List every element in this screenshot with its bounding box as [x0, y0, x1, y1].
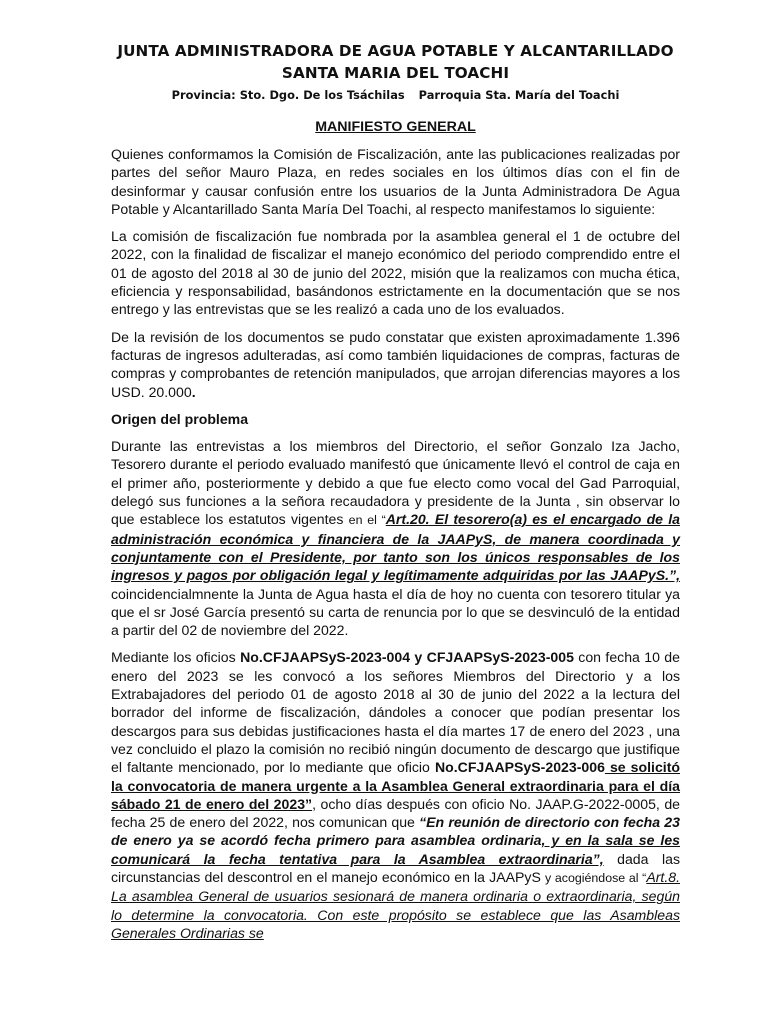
conv-oficio-numbers: No.CFJAAPSyS-2023-004 y CFJAAPSyS-2023-005 — [240, 649, 574, 666]
organization-title: JUNTA ADMINISTRADORA DE AGUA POTABLE Y ALCANTARILLADO SANTA MARIA DEL TOACHI — [117, 42, 674, 82]
paragraph-convocation — [111, 648, 680, 942]
conv-urgent-request: se solicitó la convocatoria de manera urgente a la Asamblea General extraordinaria para el día sábado 21 de enero del 2023” — [111, 759, 681, 812]
conv-ref-intro: y acogiéndose al “ — [545, 870, 647, 885]
conv-text-2: con fecha 10 de enero del 2023 se les convocó a los señores Miembros del Directorio y a los Extrabajadores del periodo 01 de agosto 2018 al 30 de junio del 2022 a la lectura del borrador del informe de fiscalización, dándoles a conocer que podían presentar los descargos para sus debidas justificaciones hasta el día martes 17 de enero del 2023 , una vez concluido el plazo la comisión no recibió ningún documento de descargo que justifique el faltante mencionado, por lo mediante que oficio — [111, 649, 680, 776]
findings-text: De la revisión de los documentos se pudo constatar que existen aproximadamente 1.396 facturas de ingresos adulteradas, así como también liquidaciones de compras, facturas de compras y comprobantes de retención manipulados, que arrojan diferencias mayores a los USD. 20.000 — [111, 328, 680, 400]
paragraph-findings — [111, 328, 680, 401]
findings-period: . — [191, 383, 196, 400]
section-heading: Origen del problema — [111, 410, 249, 427]
paragraph-treasurer — [111, 437, 680, 639]
paragraph-commission: La comisión de fiscalización fue nombrada por la asamblea general el 1 de octubre del 2022, con la finalidad de fiscalizar el manejo económico del periodo comprendido entre el 01 de agosto del 2018 al 30 de junio del 2022, misión que la realizamos con mucha ética, eficiencia y responsabilidad, basándonos estrictamente en la documentación que se nos entrego y las entrevistas que se les realizó a cada uno de los evaluados. — [111, 228, 680, 318]
treasurer-ref-intro: en el “ — [348, 513, 386, 528]
conv-directorio-quote-end: , y en la sala se les comunicará la fecha tentativa para la Asamblea extraordinaria”, — [111, 832, 680, 867]
conv-text-3: , ocho días después con oficio No. JAAP.G-2022-0005, de fecha 25 de enero del 2022, nos comunican que — [111, 795, 681, 831]
location-line — [111, 86, 680, 104]
article-8-quote: Art.8. La asamblea General de usuarios sesionará de manera ordinaria o extraordinaria, según lo determine la convocatoria. Con este propósito se establece que las Asambleas Generales Ordinarias se — [111, 868, 680, 941]
article-20-quote: Art.20. El tesorero(a) es el encargado de la administración económica y financiera de la JAAPyS, de manera coordinada y conjuntamente con el Presidente, por tanto son los únicos responsables de los ingresos y pagos por obligación legal y legítimamente adquiridas por las JAAPyS.”, — [111, 511, 680, 584]
document-title: MANIFIESTO GENERAL — [315, 119, 476, 135]
conv-text-1: Mediante los oficios — [111, 649, 241, 666]
document-header — [111, 40, 680, 104]
paragraph-intro: Quienes conformamos la Comisión de Fiscalización, ante las publicaciones realizadas por partes del señor Mauro Plaza, en redes sociales en los últimos días con el fin de desinformar y causar confusión entre los usuarios de la Junta Administradora De Agua Potable y Alcantarillado Santa María Del Toachi, al respecto manifestamos lo siguiente: — [111, 146, 680, 217]
treasurer-text: Durante las entrevistas a los miembros del Directorio, el señor Gonzalo Iza Jacho, Tesorero durante el periodo evaluado manifestó que únicamente llevó el control de caja en el primer año, posteriormente y debido a que fue electo como vocal del Gad Parroquial, delegó sus funciones a la señora recaudadora y presidente de la Junta , sin observar lo que establece los estatutos vigentes — [111, 438, 680, 528]
conv-oficio-006: No.CFJAAPSyS-2023-006 — [434, 759, 605, 776]
conv-text-4: dada las circunstancias del descontrol en el manejo económico en la JAAPyS — [111, 850, 680, 885]
province-label: Provincia: Sto. Dgo. De los Tsáchilas — [171, 88, 405, 102]
conv-directorio-quote: “En reunión de directorio con fecha 23 de enero ya se acordó fecha primero para asamblea ordinaria — [111, 814, 680, 849]
treasurer-text-end: coincidencialmnente la Junta de Agua hasta el día de hoy no cuenta con tesorero titular ya que el sr José García presentó su carta de renuncia por lo que se desvinculó de la entidad a partir del 02 de noviembre del 2022. — [111, 585, 680, 639]
parish-label: Parroquia Sta. María del Toachi — [418, 88, 620, 102]
